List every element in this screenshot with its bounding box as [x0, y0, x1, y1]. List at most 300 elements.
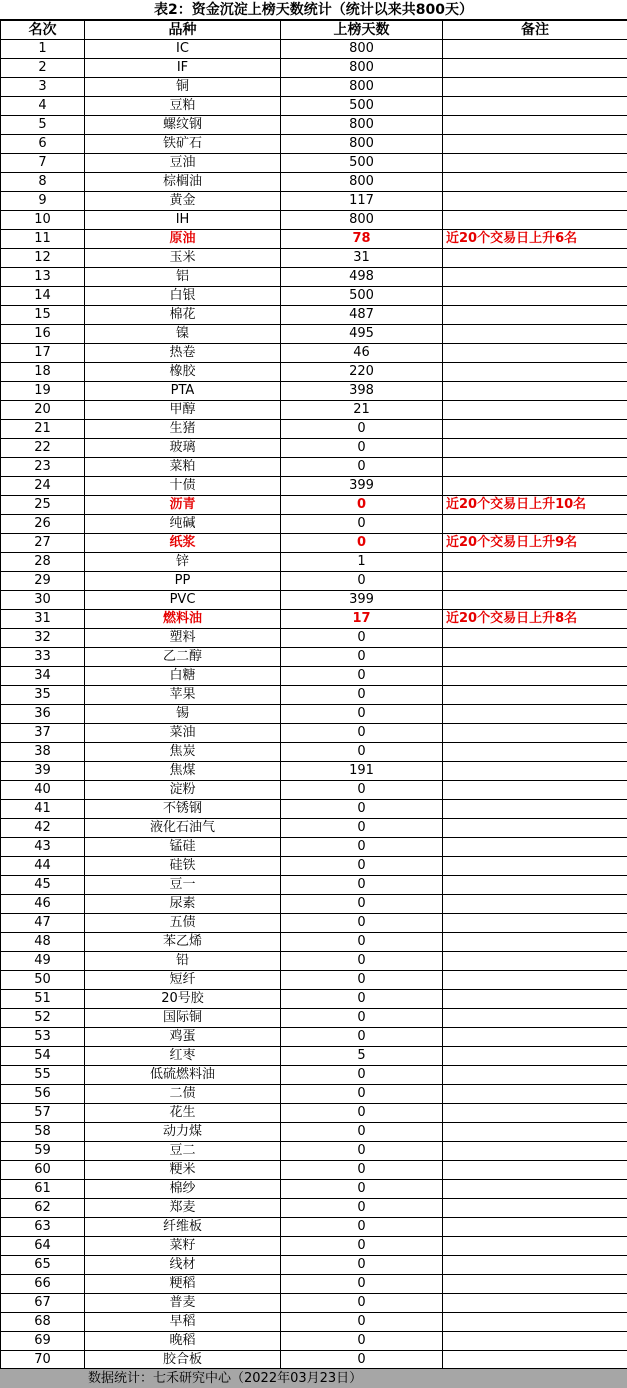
table-row: [1, 610, 627, 629]
ranking-table: [0, 20, 627, 1370]
name-cell: 玉米: [85, 249, 281, 268]
days-cell: 1: [281, 553, 443, 572]
rank-cell: 45: [1, 876, 85, 895]
days-cell: 0: [281, 458, 443, 477]
days-cell: 399: [281, 591, 443, 610]
name-cell: 棉纱: [85, 1180, 281, 1199]
days-cell: 0: [281, 439, 443, 458]
days-cell: 0: [281, 572, 443, 591]
data-source-footer: 数据统计：七禾研究中心（2022年03月23日）: [0, 1368, 627, 1388]
days-cell: 487: [281, 306, 443, 325]
rank-cell: 23: [1, 458, 85, 477]
table-row: [1, 363, 627, 382]
rank-cell: 26: [1, 515, 85, 534]
table-row: [1, 553, 627, 572]
rank-cell: 3: [1, 78, 85, 97]
days-cell: 0: [281, 800, 443, 819]
days-cell: 0: [281, 1275, 443, 1294]
note-cell: [443, 933, 627, 952]
note-cell: [443, 344, 627, 363]
name-cell: 晚稻: [85, 1332, 281, 1351]
name-cell: 线材: [85, 1256, 281, 1275]
note-cell: [443, 876, 627, 895]
name-cell: 棕榈油: [85, 173, 281, 192]
name-cell: 菜油: [85, 724, 281, 743]
name-cell: 橡胶: [85, 363, 281, 382]
name-cell: 螺纹钢: [85, 116, 281, 135]
rank-cell: 4: [1, 97, 85, 116]
days-cell: 0: [281, 1180, 443, 1199]
days-cell: 0: [281, 971, 443, 990]
table-row: [1, 1256, 627, 1275]
days-cell: 0: [281, 819, 443, 838]
note-cell: [443, 1275, 627, 1294]
note-cell: [443, 819, 627, 838]
table-row: [1, 572, 627, 591]
name-cell: 郑麦: [85, 1199, 281, 1218]
table-row: [1, 914, 627, 933]
days-cell: 0: [281, 876, 443, 895]
table-row: [1, 287, 627, 306]
rank-cell: 28: [1, 553, 85, 572]
days-cell: 0: [281, 686, 443, 705]
table-row: [1, 534, 627, 553]
name-cell: 五债: [85, 914, 281, 933]
rank-cell: 64: [1, 1237, 85, 1256]
rank-cell: 1: [1, 40, 85, 59]
note-cell: [443, 1161, 627, 1180]
name-cell: 甲醇: [85, 401, 281, 420]
days-cell: 0: [281, 1256, 443, 1275]
days-cell: 500: [281, 154, 443, 173]
table-row: [1, 1047, 627, 1066]
days-cell: 0: [281, 838, 443, 857]
header-note: 备注: [443, 21, 627, 40]
table-row: [1, 1351, 627, 1370]
rank-cell: 62: [1, 1199, 85, 1218]
note-cell: [443, 40, 627, 59]
rank-cell: 43: [1, 838, 85, 857]
rank-cell: 14: [1, 287, 85, 306]
table-row: [1, 154, 627, 173]
days-cell: 398: [281, 382, 443, 401]
rank-cell: 37: [1, 724, 85, 743]
note-cell: 近20个交易日上升6名: [443, 230, 627, 249]
note-cell: [443, 762, 627, 781]
name-cell: 鸡蛋: [85, 1028, 281, 1047]
note-cell: [443, 363, 627, 382]
note-cell: [443, 1047, 627, 1066]
note-cell: [443, 515, 627, 534]
note-cell: [443, 553, 627, 572]
name-cell: 纸浆: [85, 534, 281, 553]
rank-cell: 58: [1, 1123, 85, 1142]
name-cell: 沥青: [85, 496, 281, 515]
days-cell: 0: [281, 420, 443, 439]
rank-cell: 60: [1, 1161, 85, 1180]
name-cell: 普麦: [85, 1294, 281, 1313]
days-cell: 0: [281, 990, 443, 1009]
note-cell: [443, 914, 627, 933]
days-cell: 17: [281, 610, 443, 629]
note-cell: [443, 686, 627, 705]
name-cell: 动力煤: [85, 1123, 281, 1142]
days-cell: 0: [281, 743, 443, 762]
note-cell: [443, 306, 627, 325]
name-cell: 液化石油气: [85, 819, 281, 838]
rank-cell: 53: [1, 1028, 85, 1047]
note-cell: [443, 135, 627, 154]
rank-cell: 52: [1, 1009, 85, 1028]
days-cell: 0: [281, 933, 443, 952]
name-cell: 粳米: [85, 1161, 281, 1180]
days-cell: 0: [281, 1351, 443, 1370]
name-cell: 铜: [85, 78, 281, 97]
name-cell: 焦煤: [85, 762, 281, 781]
name-cell: 白银: [85, 287, 281, 306]
days-cell: 0: [281, 1104, 443, 1123]
table-row: [1, 420, 627, 439]
table-row: [1, 382, 627, 401]
note-cell: [443, 724, 627, 743]
note-cell: [443, 325, 627, 344]
note-cell: [443, 1199, 627, 1218]
name-cell: 短纤: [85, 971, 281, 990]
name-cell: IH: [85, 211, 281, 230]
note-cell: [443, 990, 627, 1009]
note-cell: [443, 420, 627, 439]
rank-cell: 29: [1, 572, 85, 591]
days-cell: 0: [281, 1199, 443, 1218]
name-cell: 20号胶: [85, 990, 281, 1009]
note-cell: [443, 78, 627, 97]
table-row: [1, 629, 627, 648]
name-cell: IF: [85, 59, 281, 78]
note-cell: [443, 857, 627, 876]
table-row: [1, 781, 627, 800]
name-cell: 苹果: [85, 686, 281, 705]
note-cell: [443, 477, 627, 496]
note-cell: [443, 1237, 627, 1256]
name-cell: 原油: [85, 230, 281, 249]
table-row: [1, 439, 627, 458]
name-cell: PVC: [85, 591, 281, 610]
days-cell: 0: [281, 705, 443, 724]
name-cell: PTA: [85, 382, 281, 401]
table-title: 表2：资金沉淀上榜天数统计（统计以来共800天）: [0, 0, 627, 20]
name-cell: 黄金: [85, 192, 281, 211]
days-cell: 0: [281, 496, 443, 515]
rank-cell: 34: [1, 667, 85, 686]
header-rank: 名次: [1, 21, 85, 40]
days-cell: 0: [281, 1218, 443, 1237]
table-row: [1, 686, 627, 705]
table-row: [1, 1199, 627, 1218]
table-row: [1, 40, 627, 59]
rank-cell: 15: [1, 306, 85, 325]
table-row: [1, 933, 627, 952]
rank-cell: 49: [1, 952, 85, 971]
table-row: [1, 1161, 627, 1180]
note-cell: [443, 1104, 627, 1123]
name-cell: 白糖: [85, 667, 281, 686]
table-row: [1, 857, 627, 876]
name-cell: 菜粕: [85, 458, 281, 477]
note-cell: [443, 838, 627, 857]
days-cell: 800: [281, 78, 443, 97]
rank-cell: 38: [1, 743, 85, 762]
days-cell: 191: [281, 762, 443, 781]
days-cell: 498: [281, 268, 443, 287]
name-cell: PP: [85, 572, 281, 591]
table-row: [1, 1218, 627, 1237]
rank-cell: 24: [1, 477, 85, 496]
note-cell: [443, 1313, 627, 1332]
days-cell: 78: [281, 230, 443, 249]
rank-cell: 41: [1, 800, 85, 819]
note-cell: [443, 572, 627, 591]
note-cell: [443, 1028, 627, 1047]
note-cell: [443, 1256, 627, 1275]
days-cell: 800: [281, 173, 443, 192]
table-row: [1, 268, 627, 287]
name-cell: 豆二: [85, 1142, 281, 1161]
table-row: [1, 1332, 627, 1351]
rank-cell: 31: [1, 610, 85, 629]
name-cell: 玻璃: [85, 439, 281, 458]
days-cell: 0: [281, 1332, 443, 1351]
rank-cell: 70: [1, 1351, 85, 1370]
note-cell: [443, 971, 627, 990]
days-cell: 46: [281, 344, 443, 363]
name-cell: 乙二醇: [85, 648, 281, 667]
days-cell: 800: [281, 211, 443, 230]
note-cell: [443, 648, 627, 667]
rank-cell: 59: [1, 1142, 85, 1161]
name-cell: 锰硅: [85, 838, 281, 857]
rank-cell: 16: [1, 325, 85, 344]
table-row: [1, 1180, 627, 1199]
table-row: [1, 990, 627, 1009]
table-row: [1, 344, 627, 363]
note-cell: [443, 781, 627, 800]
name-cell: 棉花: [85, 306, 281, 325]
rank-cell: 8: [1, 173, 85, 192]
rank-cell: 40: [1, 781, 85, 800]
note-cell: [443, 743, 627, 762]
days-cell: 800: [281, 59, 443, 78]
note-cell: [443, 458, 627, 477]
rank-cell: 22: [1, 439, 85, 458]
note-cell: [443, 154, 627, 173]
name-cell: 十债: [85, 477, 281, 496]
rank-cell: 68: [1, 1313, 85, 1332]
rank-cell: 30: [1, 591, 85, 610]
header-days: 上榜天数: [281, 21, 443, 40]
days-cell: 0: [281, 1161, 443, 1180]
table-row: [1, 1142, 627, 1161]
days-cell: 0: [281, 515, 443, 534]
note-cell: [443, 952, 627, 971]
name-cell: 塑料: [85, 629, 281, 648]
rank-cell: 6: [1, 135, 85, 154]
rank-cell: 12: [1, 249, 85, 268]
rank-cell: 11: [1, 230, 85, 249]
table-row: [1, 458, 627, 477]
note-cell: [443, 192, 627, 211]
days-cell: 0: [281, 781, 443, 800]
table-row: [1, 1294, 627, 1313]
rank-cell: 7: [1, 154, 85, 173]
days-cell: 31: [281, 249, 443, 268]
name-cell: 燃料油: [85, 610, 281, 629]
table-row: [1, 1123, 627, 1142]
table-row: [1, 876, 627, 895]
table-row: [1, 1313, 627, 1332]
table-row: [1, 800, 627, 819]
table-row: [1, 59, 627, 78]
rank-cell: 5: [1, 116, 85, 135]
rank-cell: 39: [1, 762, 85, 781]
table-row: [1, 971, 627, 990]
name-cell: 豆油: [85, 154, 281, 173]
table-row: [1, 667, 627, 686]
name-cell: 热卷: [85, 344, 281, 363]
days-cell: 800: [281, 40, 443, 59]
name-cell: 镍: [85, 325, 281, 344]
note-cell: [443, 705, 627, 724]
name-cell: 苯乙烯: [85, 933, 281, 952]
days-cell: 0: [281, 1237, 443, 1256]
days-cell: 0: [281, 1085, 443, 1104]
name-cell: 铅: [85, 952, 281, 971]
rank-cell: 61: [1, 1180, 85, 1199]
note-cell: [443, 895, 627, 914]
note-cell: 近20个交易日上升8名: [443, 610, 627, 629]
rank-cell: 17: [1, 344, 85, 363]
table-row: [1, 743, 627, 762]
note-cell: [443, 1294, 627, 1313]
note-cell: [443, 629, 627, 648]
rank-cell: 65: [1, 1256, 85, 1275]
days-cell: 117: [281, 192, 443, 211]
note-cell: [443, 173, 627, 192]
days-cell: 0: [281, 1294, 443, 1313]
days-cell: 5: [281, 1047, 443, 1066]
name-cell: 纤维板: [85, 1218, 281, 1237]
name-cell: 尿素: [85, 895, 281, 914]
table-row: [1, 116, 627, 135]
note-cell: [443, 116, 627, 135]
table-row: [1, 1237, 627, 1256]
name-cell: 豆一: [85, 876, 281, 895]
table-row: [1, 211, 627, 230]
table-body: [1, 40, 627, 1370]
table-row: [1, 952, 627, 971]
days-cell: 0: [281, 1123, 443, 1142]
days-cell: 220: [281, 363, 443, 382]
table-row: [1, 192, 627, 211]
rank-cell: 18: [1, 363, 85, 382]
days-cell: 399: [281, 477, 443, 496]
note-cell: [443, 800, 627, 819]
note-cell: [443, 287, 627, 306]
table-row: [1, 496, 627, 515]
days-cell: 0: [281, 667, 443, 686]
days-cell: 0: [281, 914, 443, 933]
note-cell: [443, 249, 627, 268]
rank-cell: 36: [1, 705, 85, 724]
name-cell: 花生: [85, 1104, 281, 1123]
name-cell: 铁矿石: [85, 135, 281, 154]
days-cell: 0: [281, 629, 443, 648]
note-cell: [443, 1332, 627, 1351]
table-row: [1, 325, 627, 344]
days-cell: 800: [281, 135, 443, 154]
name-cell: 硅铁: [85, 857, 281, 876]
table-row: [1, 173, 627, 192]
table-row: [1, 1066, 627, 1085]
name-cell: 二债: [85, 1085, 281, 1104]
table-row: [1, 78, 627, 97]
rank-cell: 25: [1, 496, 85, 515]
note-cell: [443, 1180, 627, 1199]
table-row: [1, 1085, 627, 1104]
table-row: [1, 135, 627, 154]
days-cell: 0: [281, 1009, 443, 1028]
name-cell: 生猪: [85, 420, 281, 439]
table-row: [1, 762, 627, 781]
name-cell: 早稻: [85, 1313, 281, 1332]
rank-cell: 46: [1, 895, 85, 914]
rank-cell: 56: [1, 1085, 85, 1104]
rank-cell: 57: [1, 1104, 85, 1123]
name-cell: 锌: [85, 553, 281, 572]
rank-cell: 44: [1, 857, 85, 876]
rank-cell: 20: [1, 401, 85, 420]
table-row: [1, 1009, 627, 1028]
note-cell: [443, 591, 627, 610]
note-cell: [443, 268, 627, 287]
table-row: [1, 249, 627, 268]
rank-cell: 47: [1, 914, 85, 933]
rank-cell: 35: [1, 686, 85, 705]
note-cell: [443, 97, 627, 116]
table-row: [1, 648, 627, 667]
note-cell: [443, 439, 627, 458]
days-cell: 0: [281, 534, 443, 553]
table-row: [1, 1028, 627, 1047]
table-row: [1, 1275, 627, 1294]
name-cell: 锡: [85, 705, 281, 724]
rank-cell: 69: [1, 1332, 85, 1351]
name-cell: 纯碱: [85, 515, 281, 534]
note-cell: [443, 667, 627, 686]
rank-cell: 19: [1, 382, 85, 401]
days-cell: 0: [281, 1066, 443, 1085]
name-cell: 焦炭: [85, 743, 281, 762]
days-cell: 0: [281, 1142, 443, 1161]
header-name: 品种: [85, 21, 281, 40]
table-row: [1, 819, 627, 838]
name-cell: 菜籽: [85, 1237, 281, 1256]
name-cell: 铝: [85, 268, 281, 287]
rank-cell: 63: [1, 1218, 85, 1237]
name-cell: 不锈钢: [85, 800, 281, 819]
name-cell: IC: [85, 40, 281, 59]
note-cell: [443, 1009, 627, 1028]
note-cell: [443, 211, 627, 230]
